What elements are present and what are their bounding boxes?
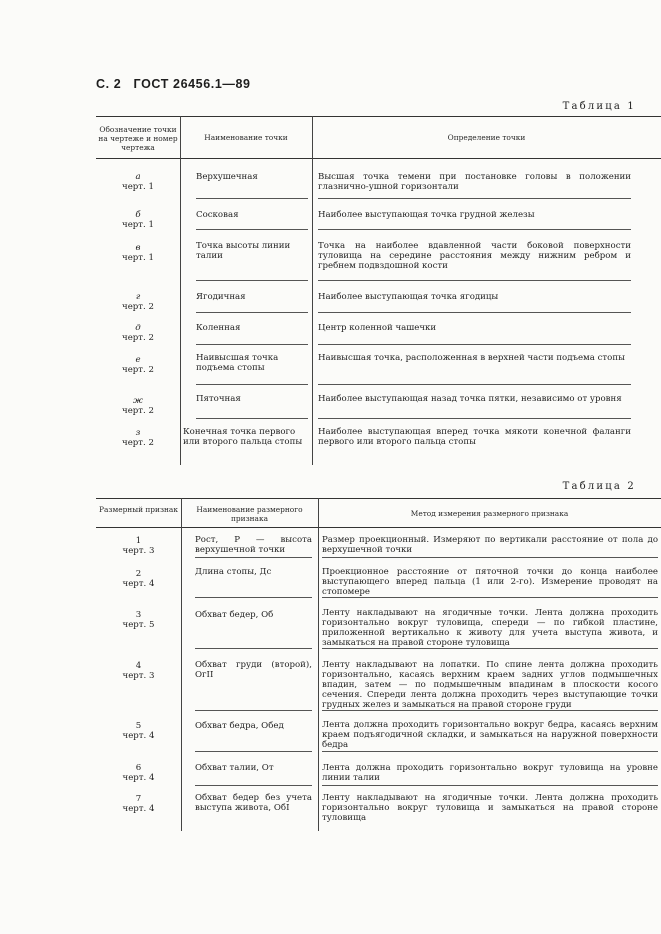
row-rule xyxy=(196,198,308,199)
point-definition: Высшая точка темени при постановке головы в положении глазнично-ушной горизонтали xyxy=(318,172,631,192)
point-letter: е xyxy=(135,355,141,365)
point-name: Ягодичная xyxy=(196,292,246,302)
drawing-ref: черт. 1 xyxy=(122,182,154,192)
drawing-ref: черт. 2 xyxy=(122,302,154,312)
point-name: Коленная xyxy=(196,323,241,333)
point-name: Верхушечная xyxy=(196,172,258,182)
point-letter: з xyxy=(135,428,141,438)
drawing-ref: черт. 4 xyxy=(122,804,155,814)
feature-name: Обхват талии, От xyxy=(195,763,274,773)
feature-name: Рост, Р — высота верхушечной точки xyxy=(195,535,312,555)
point-name: Сосковая xyxy=(196,210,239,220)
row-rule xyxy=(195,785,312,786)
row-rule xyxy=(196,229,308,230)
point-definition: Наивысшая точка, расположенная в верхней части подъема стопы xyxy=(318,353,625,363)
row-rule xyxy=(195,557,312,558)
row-rule xyxy=(196,344,308,345)
standard-number: ГОСТ 26456.1—89 xyxy=(133,77,251,91)
row-rule xyxy=(318,384,631,385)
point-name: Конечная точка первого или второго пальца стопы xyxy=(183,427,303,447)
designation-cell xyxy=(96,172,180,192)
measurement-method: Проекционное расстояние от пяточной точки до конца наиболее выступающего вперед пальца (1 или 2-го). Измерение проводят на стопомере xyxy=(322,567,658,597)
drawing-ref: черт. 3 xyxy=(122,546,155,556)
table2-header-name: Наименование размерного признака xyxy=(196,505,303,523)
designation-cell xyxy=(96,292,180,312)
table1-header-definition: Определение точки xyxy=(447,133,526,142)
measurement-method: Ленту накладывают на лопатки. По спине лента должна проходить горизонтально, касаясь верхним краем задних углов подмышечных впадин, затем — по подмышечным впадинам в плоскости косого сечения. Спереди лента должна проходить через выступающие точки грудных желез и замыкаться на правой стороне груди xyxy=(322,660,658,710)
row-rule xyxy=(196,418,308,419)
row-rule xyxy=(322,557,658,558)
point-definition: Центр коленной чашечки xyxy=(318,323,437,333)
drawing-ref: черт. 3 xyxy=(122,671,155,681)
measurement-method: Размер проекционный. Измеряют по вертикали расстояние от пола до верхушечной точки xyxy=(322,535,658,555)
measurement-method: Лента должна проходить горизонтально вокруг туловища на уровне линии талии xyxy=(322,763,658,783)
designation-cell xyxy=(96,210,180,230)
row-rule xyxy=(322,648,658,649)
feature-number: 5 xyxy=(135,721,142,731)
table1-header-designation: Обозначение точки на чертеже и номер чертежа xyxy=(98,125,178,152)
feature-number: 1 xyxy=(135,536,142,546)
feature-cell xyxy=(96,661,181,681)
row-rule xyxy=(322,710,658,711)
drawing-ref: черт. 4 xyxy=(122,731,155,741)
row-rule xyxy=(318,312,631,313)
point-definition: Наиболее выступающая назад точка пятки, независимо от уровня xyxy=(318,394,622,404)
point-definition: Наиболее выступающая точка ягодицы xyxy=(318,292,499,302)
feature-number: 4 xyxy=(135,661,142,671)
table2-label: Таблица 2 xyxy=(562,481,636,492)
measurement-method: Ленту накладывают на ягодичные точки. Лента должна проходить горизонтально вокруг туловища и замыкаться на правой стороне туловища xyxy=(322,793,658,823)
feature-cell xyxy=(96,794,181,814)
drawing-ref: черт. 2 xyxy=(122,438,154,448)
feature-name: Обхват бедер, Об xyxy=(195,610,274,620)
drawing-ref: черт. 1 xyxy=(122,220,154,230)
drawing-ref: черт. 2 xyxy=(122,333,154,343)
feature-name: Длина стопы, Дс xyxy=(195,567,272,577)
row-rule xyxy=(196,384,308,385)
page-header xyxy=(96,77,251,91)
table1-col-divider-1 xyxy=(180,116,181,465)
point-letter: б xyxy=(135,210,141,220)
point-letter: a xyxy=(135,172,141,182)
designation-cell xyxy=(96,396,180,416)
table1-col-divider-2 xyxy=(312,116,313,465)
designation-cell xyxy=(96,323,180,343)
feature-cell xyxy=(96,536,181,556)
feature-cell xyxy=(96,569,181,589)
measurement-method: Лента должна проходить горизонтально вокруг бедра, касаясь верхним краем подъягодичной складки, и замыкаться на наружной поверхности бедра xyxy=(322,720,658,750)
row-rule xyxy=(195,597,312,598)
point-letter: ж xyxy=(133,396,143,406)
drawing-ref: черт. 5 xyxy=(122,620,155,630)
feature-number: 7 xyxy=(135,794,142,804)
designation-cell xyxy=(96,355,180,375)
drawing-ref: черт. 4 xyxy=(122,773,155,783)
point-definition: Наиболее выступающая точка грудной железы xyxy=(318,210,535,220)
table1-label: Таблица 1 xyxy=(562,101,636,112)
point-name: Пяточная xyxy=(196,394,241,404)
feature-name: Обхват бедер без учета выступа живота, ОбI xyxy=(195,793,312,813)
row-rule xyxy=(195,751,312,752)
table2-header-method: Метод измерения размерного признака xyxy=(410,509,569,518)
point-definition: Точка на наиболее вдавленной части боковой поверхности туловища на середине расстояния между нижним ребром и гребнем подвздошной кости xyxy=(318,241,631,271)
row-rule xyxy=(195,710,312,711)
row-rule xyxy=(318,280,631,281)
row-rule xyxy=(318,344,631,345)
row-rule xyxy=(318,229,631,230)
point-letter: д xyxy=(135,323,141,333)
feature-cell xyxy=(96,763,181,783)
point-letter: в xyxy=(135,243,141,253)
point-definition: Наиболее выступающая вперед точка мякоти конечной фаланги первого или второго пальца стопы xyxy=(318,427,631,447)
designation-cell xyxy=(96,243,180,263)
drawing-ref: черт. 2 xyxy=(122,365,154,375)
drawing-ref: черт. 4 xyxy=(122,579,155,589)
row-rule xyxy=(322,751,658,752)
feature-number: 6 xyxy=(135,763,142,773)
row-rule xyxy=(322,597,658,598)
point-name: Наивысшая точка подъема стопы xyxy=(196,353,279,373)
feature-number: 3 xyxy=(135,610,142,620)
feature-name: Обхват бедра, Обед xyxy=(195,721,284,731)
page-label: С. 2 xyxy=(96,77,122,91)
drawing-ref: черт. 2 xyxy=(122,406,154,416)
feature-number: 2 xyxy=(135,569,142,579)
row-rule xyxy=(195,648,312,649)
feature-cell xyxy=(96,721,181,741)
point-name: Точка высоты линии талии xyxy=(196,241,291,261)
row-rule xyxy=(196,312,308,313)
drawing-ref: черт. 1 xyxy=(122,253,154,263)
row-rule xyxy=(318,418,631,419)
point-letter: г xyxy=(135,292,141,302)
table2-col-divider-2 xyxy=(318,498,319,831)
row-rule xyxy=(196,280,308,281)
table2-col-divider-1 xyxy=(181,498,182,831)
row-rule xyxy=(318,198,631,199)
feature-name: Обхват груди (второй), ОгII xyxy=(195,660,312,680)
row-rule xyxy=(322,785,658,786)
designation-cell xyxy=(96,428,180,448)
feature-cell xyxy=(96,610,181,630)
table1-header-name: Наименование точки xyxy=(204,133,288,142)
measurement-method: Ленту накладывают на ягодичные точки. Лента должна проходить горизонтально вокруг туловища, спереди — по гибкой пластине, приложенной вертикально к животу для учета выступа живота, и замыкаться на правой стороне туловища xyxy=(322,608,658,648)
table2-header-feature: Размерный признак xyxy=(99,505,178,514)
